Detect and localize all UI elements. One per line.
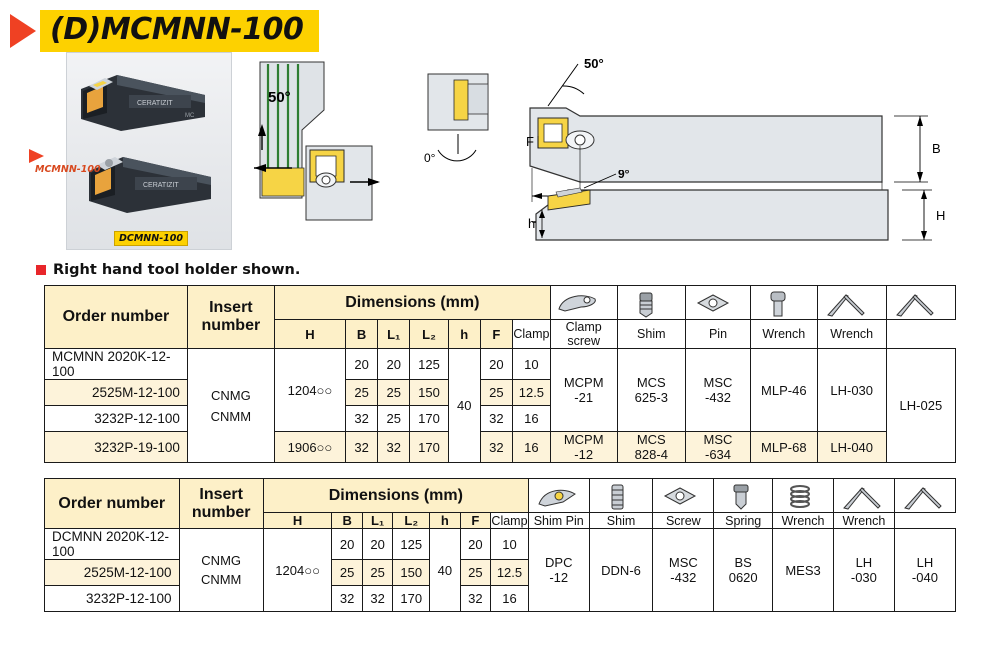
t1-wrench-b: LH-040 [817, 432, 886, 463]
t1-shim-b [686, 432, 751, 463]
svg-text:50°: 50° [268, 89, 291, 106]
t2-F-1: 10 [491, 529, 529, 560]
t2-H-3: 32 [332, 586, 362, 612]
t2-wrench-2-l2: -040 [911, 570, 938, 585]
t1-label-pin: Pin [686, 320, 751, 349]
t2-F-2: 12.5 [491, 560, 529, 586]
t2-label-wrench-1: Wrench [773, 513, 834, 529]
t2-insert-cnmg: CNMG [201, 553, 242, 568]
t2-h-3: 32 [460, 586, 490, 612]
right-hand-note-text: Right hand tool holder shown. [53, 262, 301, 278]
t1-h-3: 32 [480, 406, 512, 432]
title-flag-icon [10, 14, 36, 48]
t2-label-wrench-2: Wrench [833, 513, 894, 529]
t2-label-screw: Screw [653, 513, 714, 529]
t1-L1-2: 150 [410, 380, 448, 406]
t1-shim-a-l2: -432 [704, 390, 732, 405]
t1-F-2: 12.5 [512, 380, 550, 406]
diagram-end-view [424, 74, 488, 165]
t1-insert-letters [187, 349, 274, 463]
t2-B-1: 20 [362, 529, 392, 560]
photo-label-dcmnn: DCMNN-100 [114, 231, 188, 246]
table-dcmnn [44, 478, 956, 612]
table-mcmnn [44, 285, 956, 463]
t1-B-1: 20 [378, 349, 410, 380]
t1-screw-b [617, 432, 686, 463]
t2-label-shim-pin: Shim Pin [528, 513, 589, 529]
t1-col-B: B [346, 320, 378, 349]
t2-icon-shim-pin [589, 479, 653, 513]
t1-h-1: 20 [480, 349, 512, 380]
svg-text:F: F [526, 134, 534, 149]
t2-wrench-1-l1: LH [855, 555, 873, 570]
product-photo [35, 52, 232, 250]
t1-label-wrench-2: Wrench [817, 320, 886, 349]
t1-screw-a-l2: 625-3 [634, 390, 668, 405]
t1-label-clamp-screw: Clamp screw [550, 320, 617, 349]
t1-col-F: F [480, 320, 512, 349]
svg-text:H: H [936, 208, 946, 223]
t2-header-dimensions: Dimensions (mm) [263, 479, 528, 513]
t1-shim-b-l2: -634 [704, 447, 732, 462]
t1-clamp-a-l2: -21 [574, 390, 594, 405]
t2-col-L2: L₂ [393, 513, 430, 529]
t1-F-4: 16 [512, 432, 550, 463]
t1-pin-b: MLP-68 [750, 432, 817, 463]
bullet-square-icon [36, 265, 46, 275]
t2-label-shim: Shim [589, 513, 653, 529]
t2-H-2: 25 [332, 560, 362, 586]
t1-insert-1204: 1204○○ [274, 349, 345, 432]
t2-wrench-1-l2: -030 [850, 570, 877, 585]
t2-wrench-2 [894, 529, 955, 612]
t1-icon-wrench-1 [817, 286, 886, 320]
t2-icon-screw [714, 479, 773, 513]
t1-shim-b-l1: MSC [703, 432, 733, 447]
photo-label-mcmnn: MCMNN-100 [35, 164, 101, 175]
t2-insert-letters [179, 529, 263, 612]
t1-H-2: 25 [346, 380, 378, 406]
t1-insert-1906: 1906○○ [274, 432, 345, 463]
callout-arrow-icon [29, 149, 44, 163]
t1-screw-a-l1: MCS [636, 375, 666, 390]
t1-h-2: 25 [480, 380, 512, 406]
t1-H-1: 20 [346, 349, 378, 380]
t2-h-1: 20 [460, 529, 490, 560]
t2-wrench-1 [833, 529, 894, 612]
t1-order-1: MCMNN 2020K-12-100 [45, 349, 188, 380]
t1-clamp-a-l1: MCPM [563, 375, 604, 390]
t2-wrench-2-l1: LH [916, 555, 934, 570]
t1-header-insert: Insert number [187, 286, 274, 349]
t2-L1-3: 170 [393, 586, 430, 612]
t1-order-4: 3232P-19-100 [45, 432, 188, 463]
technical-diagrams [232, 50, 988, 250]
t2-screw [714, 529, 773, 612]
t1-col-h: h [448, 320, 480, 349]
tool-holder-photo-top [77, 73, 207, 135]
t2-B-3: 32 [362, 586, 392, 612]
t2-col-H: H [263, 513, 332, 529]
t2-B-2: 25 [362, 560, 392, 586]
t2-icon-wrench-2 [894, 479, 955, 513]
t2-clamp [528, 529, 589, 612]
t2-shim [653, 529, 714, 612]
t1-L2: 40 [448, 349, 480, 463]
right-hand-note [36, 262, 300, 278]
t1-label-wrench-1: Wrench [750, 320, 817, 349]
t2-icon-spring [773, 479, 834, 513]
t2-clamp-l2: -12 [549, 570, 569, 585]
t1-header-order: Order number [45, 286, 188, 349]
t2-order-1: DCMNN 2020K-12-100 [45, 529, 180, 560]
t1-icon-shim [686, 286, 751, 320]
t2-h-2: 25 [460, 560, 490, 586]
t1-icon-wrench-2 [886, 286, 955, 320]
t1-F-3: 16 [512, 406, 550, 432]
t2-clamp-l1: DPC [545, 555, 573, 570]
t1-B-4: 32 [378, 432, 410, 463]
diagram-side-view [528, 170, 988, 250]
t2-screw-l2: 0620 [728, 570, 758, 585]
t2-col-L1: L₁ [362, 513, 392, 529]
t1-screw-b-l2: 828-4 [634, 447, 668, 462]
t2-icon-clamp [528, 479, 589, 513]
t1-clamp-b [550, 432, 617, 463]
t2-H-1: 20 [332, 529, 362, 560]
t2-header-insert: Insert number [179, 479, 263, 529]
svg-text:CERATIZIT: CERATIZIT [143, 182, 179, 189]
t1-wrench-all: LH-025 [886, 349, 955, 463]
t1-pin-a: MLP-46 [750, 349, 817, 432]
t1-L1-4: 170 [410, 432, 448, 463]
t1-B-3: 25 [378, 406, 410, 432]
t1-F-1: 10 [512, 349, 550, 380]
t2-L1-2: 150 [393, 560, 430, 586]
table-row [45, 349, 956, 380]
t2-label-clamp: Clamp [491, 513, 528, 528]
t1-order-3: 3232P-12-100 [45, 406, 188, 432]
t1-label-shim: Shim [617, 320, 686, 349]
t2-screw-l1: BS [734, 555, 752, 570]
t1-icon-clamp [550, 286, 617, 320]
t1-H-4: 32 [346, 432, 378, 463]
svg-text:0°: 0° [424, 151, 436, 165]
svg-text:CERATIZIT: CERATIZIT [137, 100, 173, 107]
t2-shim-pin: DDN-6 [589, 529, 653, 612]
t2-shim-l1: MSC [668, 555, 698, 570]
t1-label-clamp: Clamp [512, 320, 550, 349]
t1-col-H: H [274, 320, 345, 349]
t1-insert-cnmg: CNMG [210, 387, 251, 403]
t2-insert-1204: 1204○○ [263, 529, 332, 612]
t1-L1-3: 170 [410, 406, 448, 432]
t1-L1-1: 125 [410, 349, 448, 380]
t2-col-B: B [332, 513, 362, 529]
t1-insert-cnmm: CNMM [210, 408, 252, 424]
t1-h-4: 32 [480, 432, 512, 463]
t1-order-2: 2525M-12-100 [45, 380, 188, 406]
t2-header-order: Order number [45, 479, 180, 529]
t1-B-2: 25 [378, 380, 410, 406]
t1-shim-a-l1: MSC [703, 375, 733, 390]
svg-text:50°: 50° [584, 56, 604, 71]
t2-icon-wrench-1 [833, 479, 894, 513]
t1-wrench-a: LH-030 [817, 349, 886, 432]
t1-col-L2: L₂ [410, 320, 448, 349]
t1-header-dimensions: Dimensions (mm) [274, 286, 550, 320]
t2-L2: 40 [430, 529, 460, 612]
t2-order-3: 3232P-12-100 [45, 586, 180, 612]
svg-text:9°: 9° [618, 170, 630, 181]
t1-clamp-a [550, 349, 617, 432]
t1-clamp-b-l1: MCPM [563, 432, 604, 447]
table-row [45, 529, 956, 560]
t1-screw-a [617, 349, 686, 432]
t2-insert-cnmm: CNMM [200, 572, 242, 587]
t2-spring: MES3 [773, 529, 834, 612]
t2-F-3: 16 [491, 586, 529, 612]
t2-L1-1: 125 [393, 529, 430, 560]
t1-icon-pin [750, 286, 817, 320]
table-row [45, 432, 956, 463]
svg-text:h: h [528, 216, 536, 231]
t1-screw-b-l1: MCS [636, 432, 666, 447]
t2-label-spring: Spring [714, 513, 773, 529]
title-text: (D)MCMNN-100 [40, 10, 319, 52]
svg-text:MC: MC [185, 113, 195, 119]
diagram-cutting-geometry [236, 52, 380, 248]
t1-shim-a [686, 349, 751, 432]
t1-icon-clamp-screw [617, 286, 686, 320]
svg-text:B: B [932, 141, 941, 156]
page-title [10, 10, 319, 52]
t1-col-L1: L₁ [378, 320, 410, 349]
t2-shim-l2: -432 [670, 570, 697, 585]
t1-H-3: 32 [346, 406, 378, 432]
t1-clamp-b-l2: -12 [574, 447, 594, 462]
t2-icon-shim [653, 479, 714, 513]
t2-col-F: F [460, 513, 490, 529]
t2-col-h: h [430, 513, 460, 529]
t2-order-2: 2525M-12-100 [45, 560, 180, 586]
